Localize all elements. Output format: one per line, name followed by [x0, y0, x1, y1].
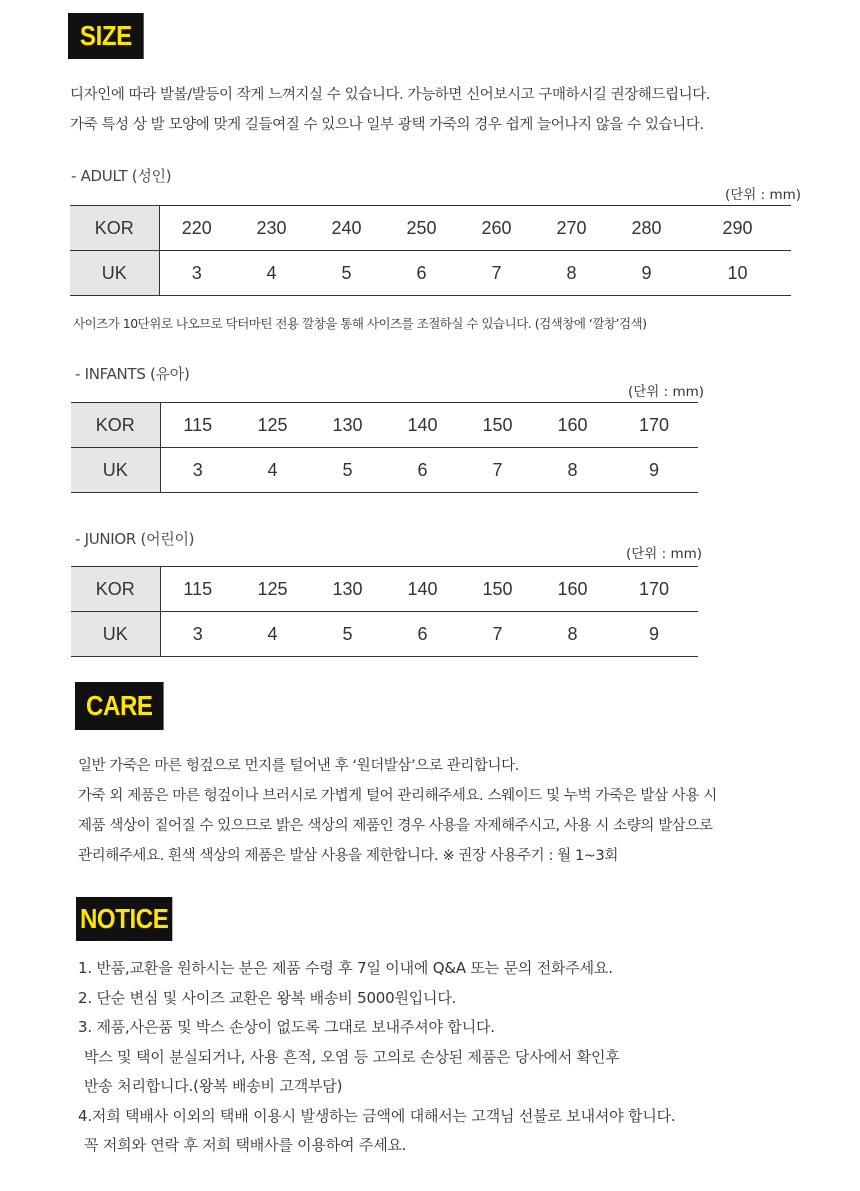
size-cell: 4 — [267, 459, 278, 480]
size-cell: 240 — [309, 206, 384, 251]
size-cell: 160 — [535, 567, 610, 612]
care-line: 일반 가죽은 마른 헝겊으로 먼지를 털어낸 후 ‘원더발삼’으로 관리합니다. — [78, 758, 519, 774]
notice-line: 반송 처리합니다.(왕복 배송비 고객부담) — [84, 1077, 343, 1095]
size-intro — [70, 80, 710, 140]
adult-insole-note: 사이즈가 10단위로 나오므로 닥터마틴 전용 깔창을 통해 사이즈를 조절하실 수 있습니다. (검색창에 ‘깔창’검색) — [73, 316, 647, 331]
size-cell: 150 — [460, 403, 535, 448]
size-cell: 6 — [416, 262, 427, 283]
size-cell: 5 — [342, 623, 353, 644]
infants-title: - INFANTS (유아) — [75, 365, 190, 383]
size-cell: 280 — [609, 206, 684, 251]
size-intro-line: 디자인에 따라 발볼/발등이 작게 느껴지실 수 있습니다. 가능하면 신어보시고 구매하시길 권장해드립니다. — [70, 87, 711, 103]
size-cell: 115 — [160, 403, 235, 448]
adult-unit: (단위 : mm) — [725, 187, 802, 203]
size-cell: 5 — [341, 262, 352, 283]
size-cell: 160 — [535, 403, 610, 448]
size-cell: 270 — [534, 206, 609, 251]
size-cell: 4 — [266, 262, 277, 283]
row-header-uk: UK — [71, 612, 160, 657]
size-cell: 130 — [310, 567, 385, 612]
size-intro-line: 가죽 특성 상 발 모양에 맞게 길들여질 수 있으나 일부 광택 가죽의 경우 쉽게 늘어나지 않을 수 있습니다. — [70, 117, 704, 133]
infants-unit: (단위 : mm) — [628, 384, 705, 400]
size-cell: 170 — [610, 403, 698, 448]
size-cell: 10 — [727, 262, 748, 283]
junior-unit: (단위 : mm) — [626, 546, 703, 562]
size-cell: 220 — [159, 206, 234, 251]
size-cell: 230 — [234, 206, 309, 251]
size-cell: 3 — [192, 623, 203, 644]
table-row — [71, 612, 698, 657]
size-cell: 8 — [567, 459, 578, 480]
junior-title: - JUNIOR (어린이) — [75, 530, 195, 548]
row-header-uk: UK — [70, 251, 159, 296]
size-cell: 250 — [384, 206, 459, 251]
care-badge: CARE — [75, 682, 164, 730]
care-line: 관리해주세요. 흰색 색상의 제품은 발삼 사용을 제한합니다. ※ 권장 사용주기 : 월 1~3회 — [78, 848, 618, 864]
size-badge: SIZE — [68, 13, 144, 59]
size-cell: 150 — [460, 567, 535, 612]
row-header-kor: KOR — [71, 403, 160, 448]
care-text — [78, 751, 717, 871]
size-cell: 6 — [417, 459, 428, 480]
table-row — [71, 448, 698, 493]
row-header-kor: KOR — [70, 206, 159, 251]
notice-line: 1. 반품,교환을 원하시는 분은 제품 수령 후 7일 이내에 Q&A 또는 문의 전화주세요. — [78, 959, 613, 977]
junior-size-table — [71, 566, 698, 657]
notice-badge: NOTICE — [76, 897, 172, 941]
table-row — [70, 206, 791, 251]
size-cell: 5 — [342, 459, 353, 480]
size-cell: 115 — [160, 567, 235, 612]
size-cell: 8 — [566, 262, 577, 283]
size-cell: 170 — [610, 567, 698, 612]
size-cell: 125 — [235, 403, 310, 448]
notice-line: 꼭 저희와 연락 후 저희 택배사를 이용하여 주세요. — [84, 1136, 407, 1154]
notice-line: 2. 단순 변심 및 사이즈 교환은 왕복 배송비 5000원입니다. — [78, 988, 457, 1007]
care-line: 가죽 외 제품은 마른 헝겊이나 브러시로 가볍게 털어 관리해주세요. 스웨이드 및 누벅 가죽은 발삼 사용 시 — [78, 788, 717, 804]
size-cell: 140 — [385, 403, 460, 448]
size-cell: 7 — [491, 262, 502, 283]
size-cell: 9 — [641, 262, 652, 283]
size-cell: 4 — [267, 623, 278, 644]
size-cell: 130 — [310, 403, 385, 448]
size-cell: 8 — [567, 623, 578, 644]
size-cell: 3 — [191, 262, 202, 283]
size-cell: 260 — [459, 206, 534, 251]
table-row — [71, 567, 698, 612]
size-cell: 125 — [235, 567, 310, 612]
size-cell: 140 — [385, 567, 460, 612]
notice-text — [78, 954, 675, 1161]
size-cell: 290 — [684, 206, 791, 251]
adult-title: - ADULT (성인) — [71, 167, 172, 185]
adult-size-table — [70, 205, 791, 296]
size-cell: 6 — [417, 623, 428, 644]
table-row — [70, 251, 791, 296]
notice-line: 3. 제품,사은품 및 박스 손상이 없도록 그대로 보내주셔야 합니다. — [78, 1018, 495, 1036]
notice-line: 4.저희 택배사 이외의 택배 이용시 발생하는 금액에 대해서는 고객님 선불로 보내셔야 합니다. — [78, 1106, 676, 1125]
size-cell: 7 — [492, 459, 503, 480]
size-cell: 9 — [648, 459, 659, 480]
row-header-kor: KOR — [71, 567, 160, 612]
care-line: 제품 색상이 짙어질 수 있으므로 밝은 색상의 제품인 경우 사용을 자제해주시고, 사용 시 소량의 발삼으로 — [78, 818, 713, 834]
size-cell: 3 — [192, 459, 203, 480]
table-row — [71, 403, 698, 448]
notice-line: 박스 및 택이 분실되거나, 사용 흔적, 오염 등 고의로 손상된 제품은 당사에서 확인후 — [84, 1047, 620, 1066]
infants-size-table — [71, 402, 698, 493]
size-cell: 9 — [648, 623, 659, 644]
size-cell: 7 — [492, 623, 503, 644]
row-header-uk: UK — [71, 448, 160, 493]
